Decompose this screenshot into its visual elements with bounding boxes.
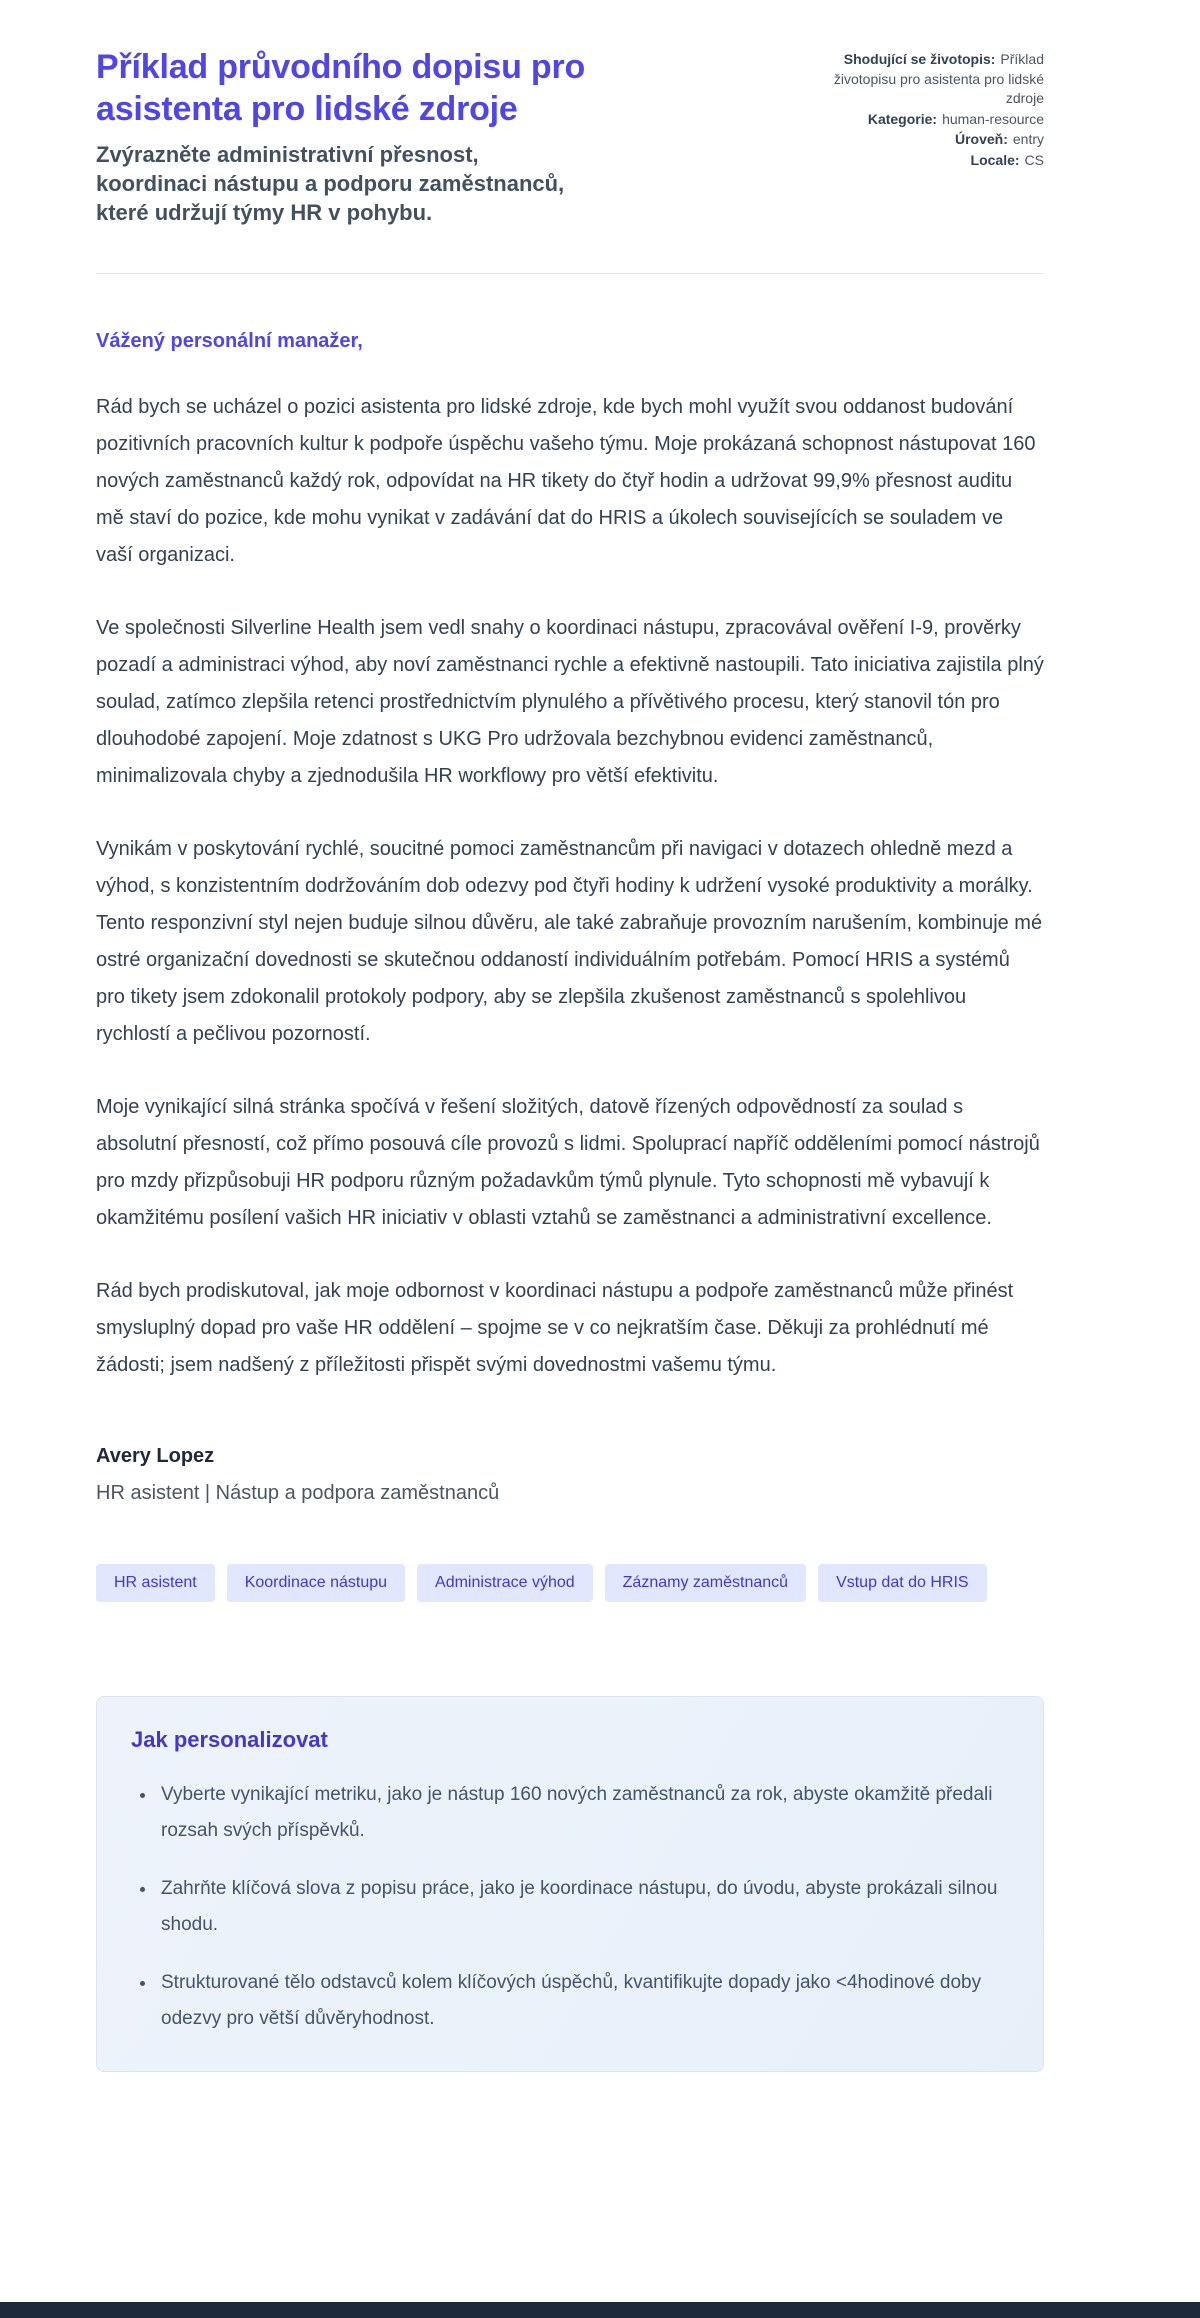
letter-paragraph: Moje vynikající silná stránka spočívá v řešení složitých, datově řízených odpovědností za soulad s absolutní přesností, což přímo posouvá cíle provozů s lidmi. Spoluprací napříč odděleními pomocí nástrojů pro mzdy přizpůsobuji HR podporu různým požadavkům týmů plynule. Tyto schopnosti mě vybavují k okamžitému posílení vašich HR iniciativ v oblasti vztahů se zaměstnanci a administrativní excellence. xyxy=(96,1096,1040,1229)
skill-tag[interactable]: Vstup dat do HRIS xyxy=(818,1564,987,1602)
cover-letter xyxy=(96,330,1044,1506)
meta-label: Shodující se životopis: xyxy=(843,51,996,67)
meta-value: CS xyxy=(1024,151,1044,168)
tip-item: • Zahrňte klíčová slova z popisu práce, jako je koordinace nástupu, do úvodu, abyste prokázali silnou shodu. xyxy=(157,1871,1009,1943)
skill-tag[interactable]: Koordinace nástupu xyxy=(227,1564,405,1602)
tips-title: Jak personalizovat xyxy=(131,1727,328,1752)
meta-level xyxy=(792,130,1044,150)
page-content xyxy=(96,0,1044,2072)
meta-value: human-resource xyxy=(942,110,1044,127)
signature-name: Avery Lopez xyxy=(96,1445,215,1467)
meta-block xyxy=(792,46,1044,171)
divider xyxy=(96,273,1044,274)
tip-item: • Vyberte vynikající metriku, jako je nástup 160 nových zaměstnanců za rok, abyste okamžitě předali rozsah svých příspěvků. xyxy=(157,1777,1009,1849)
tip-item: • Strukturované tělo odstavců kolem klíčových úspěchů, kvantifikujte dopady jako <4hodinové doby odezvy pro větší důvěryhodnost. xyxy=(157,1965,1009,2037)
page-title: Příklad průvodního dopisu pro asistenta pro lidské zdroje xyxy=(96,48,586,128)
meta-label: Kategorie: xyxy=(867,110,938,127)
meta-value: entry xyxy=(1012,131,1044,147)
header xyxy=(96,46,1044,227)
letter-paragraph: Rád bych se ucházel o pozici asistenta pro lidské zdroje, kde bych mohl využít svou oddanost budování pozitivních pracovních kultur k podpoře úspěchu vašeho týmu. Moje prokázaná schopnost nástupovat 160 nových zaměstnanců každý rok, odpovídat na HR tikety do čtyř hodin a udržovat 99,9% přesnost auditu mě staví do pozice, kde mohu vynikat v zadávání dat do HRIS a úkolech souvisejících se souladem ve vaší organizaci. xyxy=(96,396,1036,566)
meta-locale xyxy=(792,151,1044,171)
letter-paragraph: Vynikám v poskytování rychlé, soucitné pomoci zaměstnancům při navigaci v dotazech ohledně mezd a výhod, s konzistentním dodržováním dob odezvy pod čtyři hodiny k udržení vysoké produktivity a morálky. Tento responzivní styl nejen buduje silnou důvěru, ale také zabraňuje provozním narušením, kombinuje mé ostré organizační dovednosti se skutečnou oddaností individuálním potřebám. Pomocí HRIS a systémů pro tikety jsem zdokonalil protokoly podpory, aby se zlepšila zkušenost zaměstnanců s spolehlivou rychlostí a pečlivou pozorností. xyxy=(96,838,1043,1045)
letter-greeting: Vážený personální manažer, xyxy=(96,330,363,352)
meta-value: Příklad životopisu pro asistenta pro lidské zdroje xyxy=(833,51,1044,106)
personalization-tips-box xyxy=(96,1696,1044,2072)
signature-role: HR asistent | Nástup a podpora zaměstnanců xyxy=(96,1482,500,1504)
footer-strip xyxy=(0,2302,1200,2318)
skill-tag[interactable]: Záznamy zaměstnanců xyxy=(605,1564,806,1602)
skill-tags xyxy=(96,1564,1044,1602)
tips-list xyxy=(131,1777,1009,2037)
skill-tag[interactable]: HR asistent xyxy=(96,1564,215,1602)
skill-tag[interactable]: Administrace výhod xyxy=(417,1564,593,1602)
title-block xyxy=(96,46,656,227)
meta-label: Locale: xyxy=(970,151,1020,168)
meta-matching-resume xyxy=(792,50,1044,109)
meta-category xyxy=(792,110,1044,130)
letter-paragraph: Rád bych prodiskutoval, jak moje odbornost v koordinaci nástupu a podpoře zaměstnanců může přinést smysluplný dopad pro vaše HR oddělení – spojme se v co nejkratším čase. Děkuji za prohlédnutí mé žádosti; jsem nadšený z příležitosti přispět svými dovednostmi vašemu týmu. xyxy=(96,1280,1014,1376)
page-subtitle: Zvýrazněte administrativní přesnost, koordinaci nástupu a podporu zaměstnanců, které udržují týmy HR v pohybu. xyxy=(96,142,565,225)
meta-label: Úroveň: xyxy=(954,131,1008,147)
letter-paragraph: Ve společnosti Silverline Health jsem vedl snahy o koordinaci nástupu, zpracovával ověření I-9, prověrky pozadí a administraci výhod, aby noví zaměstnanci rychle a efektivně nastoupili. Tato iniciativa zajistila plný soulad, zatímco zlepšila retenci prostřednictvím plynulého a přívětivého procesu, který stanovil tón pro dlouhodobé zapojení. Moje zdatnost s UKG Pro udržovala bezchybnou evidenci zaměstnanců, minimalizovala chyby a zjednodušila HR workflowy pro větší efektivitu. xyxy=(96,617,1044,787)
